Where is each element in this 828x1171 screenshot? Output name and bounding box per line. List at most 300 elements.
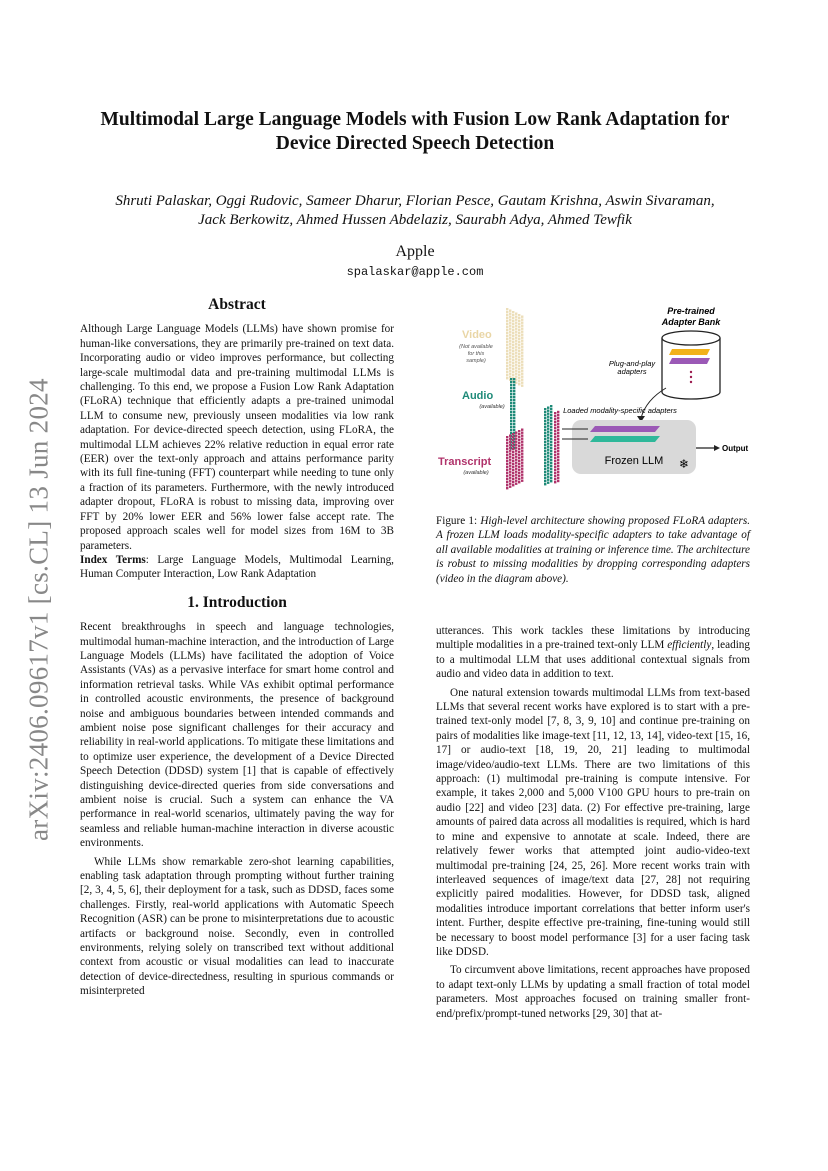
token-cell bbox=[509, 483, 511, 485]
token-cell bbox=[544, 438, 546, 440]
token-cell bbox=[515, 435, 517, 437]
intro-paragraph-1: Recent breakthroughs in speech and language technologies, multimodal human-machine interaction, and the introduction of Large Language Models (LLMs) have facilitated the adoption of Voice Assistants (VAs) as a pervasive interface for smart home control and information retrieval tasks. While VAs exhibit optimal performance in controlled acoustic environments, the presence of background noise and ambiguous boundaries between intended commands and ambient noise pose significant challenges for their accuracy and reliability in real-world applications. To mitigate these limitations and to optimize user experience, the development of a Device Directed Speech Detection (DDSD) system [1] that is capable of effectively distinguishing device-directed queries from side conversations and ambient noise is crucial. Such a system can enhance the VA performance in real-world scenarios, ultimately paving the way for seamless and reliable human-machine interaction in diverse acoustic environments. bbox=[80, 621, 394, 850]
token-cell bbox=[518, 439, 520, 441]
abstract-heading: Abstract bbox=[208, 296, 266, 313]
token-cell bbox=[506, 466, 508, 468]
token-cell bbox=[509, 438, 511, 440]
token-cell bbox=[544, 447, 546, 449]
token-cell bbox=[515, 441, 517, 443]
token-cell bbox=[518, 359, 520, 361]
token-cell bbox=[518, 329, 520, 331]
token-cell bbox=[509, 474, 511, 476]
token-cell bbox=[512, 368, 514, 370]
token-cell bbox=[512, 332, 514, 334]
token-cell bbox=[521, 456, 523, 458]
token-cell bbox=[557, 444, 559, 446]
token-cell bbox=[547, 452, 549, 454]
token-cell bbox=[547, 413, 549, 415]
token-cell bbox=[521, 367, 523, 369]
token-cell bbox=[518, 448, 520, 450]
video-label: Video bbox=[462, 329, 492, 341]
token-cell bbox=[547, 470, 549, 472]
plug-label-line-1: Plug-and-play bbox=[608, 359, 656, 368]
token-cell bbox=[550, 477, 552, 479]
token-cell bbox=[521, 462, 523, 464]
token-cell bbox=[509, 471, 511, 473]
token-cell bbox=[544, 453, 546, 455]
token-cell bbox=[506, 436, 508, 438]
token-cell bbox=[506, 365, 508, 367]
token-cell bbox=[513, 414, 515, 416]
token-cell bbox=[506, 374, 508, 376]
token-cell bbox=[518, 347, 520, 349]
introduction-heading: 1. Introduction bbox=[187, 593, 287, 611]
token-cell bbox=[509, 346, 511, 348]
token-cell bbox=[512, 451, 514, 453]
token-cell bbox=[515, 465, 517, 467]
token-cell bbox=[518, 326, 520, 328]
token-cell bbox=[510, 384, 512, 386]
token-cell bbox=[544, 480, 546, 482]
token-cell bbox=[515, 334, 517, 336]
token-cell bbox=[521, 376, 523, 378]
frozen-llm-label: Frozen LLM bbox=[604, 455, 664, 467]
token-cell bbox=[512, 481, 514, 483]
token-cell bbox=[521, 450, 523, 452]
token-cell bbox=[506, 457, 508, 459]
transcript-label: Transcript bbox=[438, 456, 492, 468]
token-cell bbox=[515, 459, 517, 461]
token-cell bbox=[521, 438, 523, 440]
token-cell bbox=[510, 402, 512, 404]
token-cell bbox=[510, 429, 512, 431]
token-cell bbox=[515, 337, 517, 339]
token-cell bbox=[550, 441, 552, 443]
token-cell bbox=[554, 481, 556, 483]
token-cell bbox=[510, 381, 512, 383]
token-cell bbox=[513, 402, 515, 404]
token-cell bbox=[509, 367, 511, 369]
token-cell bbox=[510, 411, 512, 413]
token-cell bbox=[550, 465, 552, 467]
token-cell bbox=[515, 471, 517, 473]
token-cell bbox=[518, 454, 520, 456]
token-cell bbox=[509, 316, 511, 318]
token-cell bbox=[515, 450, 517, 452]
token-cell bbox=[506, 448, 508, 450]
token-cell bbox=[521, 441, 523, 443]
token-cell bbox=[506, 335, 508, 337]
bank-label-line-2: Adapter Bank bbox=[661, 317, 721, 327]
token-cell bbox=[521, 385, 523, 387]
token-cell bbox=[521, 435, 523, 437]
token-cell bbox=[506, 356, 508, 358]
token-cell bbox=[547, 473, 549, 475]
token-cell bbox=[512, 439, 514, 441]
token-cell bbox=[544, 411, 546, 413]
token-cell bbox=[506, 326, 508, 328]
token-cell bbox=[547, 476, 549, 478]
intro-paragraph-3-part-a: utterances. This work tackles these limitations by introducing multiple modalities in a pre-trained text-only LLM bbox=[436, 625, 750, 652]
token-cell bbox=[515, 328, 517, 330]
token-cell bbox=[510, 393, 512, 395]
adapter-bank-cylinder bbox=[662, 331, 720, 399]
token-cell bbox=[557, 435, 559, 437]
token-cell bbox=[521, 453, 523, 455]
token-cell bbox=[513, 390, 515, 392]
token-cell bbox=[506, 353, 508, 355]
token-cell bbox=[544, 408, 546, 410]
token-cell bbox=[512, 436, 514, 438]
intro-paragraph-3 bbox=[436, 624, 750, 682]
token-cell bbox=[509, 480, 511, 482]
token-cell bbox=[550, 444, 552, 446]
token-cell bbox=[515, 447, 517, 449]
token-cell bbox=[544, 417, 546, 419]
author-list bbox=[80, 192, 750, 230]
token-cell bbox=[518, 460, 520, 462]
token-cell bbox=[515, 358, 517, 360]
token-cell bbox=[509, 376, 511, 378]
token-cell bbox=[518, 371, 520, 373]
token-cell bbox=[547, 416, 549, 418]
token-cell bbox=[557, 471, 559, 473]
token-cell bbox=[521, 358, 523, 360]
token-cell bbox=[506, 454, 508, 456]
token-cell bbox=[554, 460, 556, 462]
token-cell bbox=[518, 463, 520, 465]
token-cell bbox=[521, 480, 523, 482]
token-cell bbox=[547, 428, 549, 430]
token-cell bbox=[557, 420, 559, 422]
token-cell bbox=[515, 313, 517, 315]
token-cell bbox=[512, 344, 514, 346]
bank-label-line-1: Pre-trained bbox=[667, 306, 715, 316]
plug-label-line-2: adapters bbox=[617, 367, 647, 376]
token-cell bbox=[509, 450, 511, 452]
token-cell bbox=[510, 417, 512, 419]
token-cell bbox=[521, 379, 523, 381]
token-cell bbox=[550, 462, 552, 464]
abstract-text: Although Large Language Models (LLMs) have shown promise for human-like conversations, they are primarily pre-trained on text data. Incorporating audio or video improves performance, but collecting large-scale multimodal data and pre-training multimodal LLMs is challenging. To this end, we propose a Fusion Low Rank Adaptation (FLoRA) technique that efficiently adapts a pre-trained unimodal LLM to consume new, previously unseen modalities via low rank adaptation. For device-directed speech detection, using FLoRA, the multimodal LLM achieves 22% relative reduction in equal error rate (EER) over the text-only approach and attains performance parity with its full fine-tuning (FFT) counterpart while needing to tune only a fraction of its parameters. Furthermore, with the newly introduced adapter dropout, FLoRA is robust to missing data, improving over FFT by 20% lower EER and 56% lower false accept rate. The proposed approach scales well for model sizes from 16M to 3B parameters. bbox=[80, 323, 394, 552]
token-cell bbox=[513, 426, 515, 428]
token-cell bbox=[544, 465, 546, 467]
token-cell bbox=[544, 444, 546, 446]
token-cell bbox=[521, 331, 523, 333]
video-token-stack bbox=[506, 308, 523, 387]
token-cell bbox=[510, 396, 512, 398]
figure-caption bbox=[436, 514, 750, 586]
token-cell bbox=[510, 423, 512, 425]
token-cell bbox=[509, 355, 511, 357]
token-cell bbox=[550, 417, 552, 419]
author-email: spalaskar@apple.com bbox=[346, 265, 484, 279]
token-cell bbox=[557, 447, 559, 449]
token-cell bbox=[512, 353, 514, 355]
token-cell bbox=[515, 319, 517, 321]
token-cell bbox=[515, 373, 517, 375]
token-cell bbox=[512, 335, 514, 337]
token-cell bbox=[547, 410, 549, 412]
token-cell bbox=[518, 457, 520, 459]
token-cell bbox=[557, 429, 559, 431]
token-cell bbox=[515, 370, 517, 372]
token-cell bbox=[518, 383, 520, 385]
token-cell bbox=[557, 441, 559, 443]
audio-note: (available) bbox=[479, 404, 505, 410]
token-cell bbox=[547, 464, 549, 466]
token-cell bbox=[544, 432, 546, 434]
token-cell bbox=[509, 331, 511, 333]
token-cell bbox=[518, 335, 520, 337]
token-cell bbox=[521, 459, 523, 461]
token-cell bbox=[554, 466, 556, 468]
token-cell bbox=[509, 373, 511, 375]
token-cell bbox=[521, 349, 523, 351]
token-cell bbox=[521, 328, 523, 330]
loaded-adapters-label: Loaded modality-specific adapters bbox=[563, 406, 677, 415]
token-cell bbox=[550, 456, 552, 458]
token-cell bbox=[509, 349, 511, 351]
loaded-adapter-purple-icon bbox=[590, 426, 660, 432]
token-cell bbox=[557, 438, 559, 440]
token-cell bbox=[512, 350, 514, 352]
token-cell bbox=[518, 466, 520, 468]
token-cell bbox=[521, 343, 523, 345]
token-cell bbox=[550, 423, 552, 425]
token-cell bbox=[544, 471, 546, 473]
token-cell bbox=[515, 432, 517, 434]
token-cell bbox=[521, 474, 523, 476]
token-cell bbox=[515, 462, 517, 464]
token-cell bbox=[506, 362, 508, 364]
token-cell bbox=[518, 362, 520, 364]
token-cell bbox=[521, 346, 523, 348]
token-cell bbox=[554, 457, 556, 459]
affiliation: Apple bbox=[395, 243, 435, 260]
token-cell bbox=[518, 445, 520, 447]
token-cell bbox=[509, 444, 511, 446]
token-cell bbox=[521, 432, 523, 434]
token-cell bbox=[509, 453, 511, 455]
token-cell bbox=[512, 472, 514, 474]
token-cell bbox=[554, 463, 556, 465]
token-cell bbox=[547, 425, 549, 427]
caption-text: High-level architecture showing proposed FLoRA adapters. A frozen LLM loads modality-specific adapters to take advantage of all available modalities at training or inference time. The architecture is robust to missing modalities by dropping corresponding adapters (video in the diagram above). bbox=[436, 515, 750, 585]
token-cell bbox=[521, 468, 523, 470]
token-cell bbox=[554, 469, 556, 471]
token-cell bbox=[509, 465, 511, 467]
token-cell bbox=[515, 480, 517, 482]
token-cell bbox=[506, 368, 508, 370]
token-cell bbox=[518, 481, 520, 483]
token-cell bbox=[521, 334, 523, 336]
token-cell bbox=[506, 341, 508, 343]
token-cell bbox=[512, 314, 514, 316]
token-cell bbox=[509, 364, 511, 366]
token-cell bbox=[506, 359, 508, 361]
token-cell bbox=[506, 463, 508, 465]
token-cell bbox=[547, 440, 549, 442]
token-cell bbox=[510, 408, 512, 410]
token-cell bbox=[521, 361, 523, 363]
token-cell bbox=[509, 337, 511, 339]
token-cell bbox=[509, 441, 511, 443]
token-cell bbox=[506, 469, 508, 471]
token-cell bbox=[512, 320, 514, 322]
token-cell bbox=[550, 426, 552, 428]
token-cell bbox=[521, 471, 523, 473]
audio-label: Audio bbox=[462, 390, 494, 402]
token-cell bbox=[513, 396, 515, 398]
token-cell bbox=[509, 456, 511, 458]
token-cell bbox=[512, 448, 514, 450]
token-cell bbox=[547, 446, 549, 448]
token-cell bbox=[518, 323, 520, 325]
token-cell bbox=[518, 380, 520, 382]
token-cell bbox=[557, 432, 559, 434]
token-cell bbox=[506, 314, 508, 316]
token-cell bbox=[518, 469, 520, 471]
token-cell bbox=[509, 319, 511, 321]
token-cell bbox=[515, 340, 517, 342]
architecture-diagram bbox=[436, 300, 752, 496]
token-cell bbox=[547, 455, 549, 457]
token-cell bbox=[518, 314, 520, 316]
token-cell bbox=[513, 384, 515, 386]
index-terms bbox=[80, 553, 394, 582]
token-cell bbox=[515, 346, 517, 348]
token-cell bbox=[550, 432, 552, 434]
token-cell bbox=[557, 459, 559, 461]
token-cell bbox=[512, 311, 514, 313]
token-cell bbox=[510, 420, 512, 422]
token-cell bbox=[550, 450, 552, 452]
intro-paragraph-4: One natural extension towards multimodal LLMs from text-based LLMs that several recent works have explored is to start with a pre-trained text-only model [7, 8, 3, 9, 10] and continue pre-training on pairs of modalities like image-text [11, 12, 13, 14], video-text [15, 16, 17] or audio-text [18, 19, 20, 21] leading to multimodal image/video/audio-text LLMs. There are two limitations of this approach: (1) multimodal pre-training is compute intensive. For example, it takes 2,000 and 5,000 V100 GPU hours to pre-train on audio [22] and video [23] data. (2) For effective pre-training, large amounts of paired data across all modalities is required, which is hard to mine and expensive to annotate at scale. Indeed, there are relatively fewer works that attempted joint audio-video-text multimodal pre-training [24, 25, 26]. More recent works train with interleaved sequences of image/text data [27, 28] not requiring explicitly paired modalities. However, for DDSD task, aligned modalities introduce important correlations that better inform user's intent. Further, despite effective pre-training, fine-tuning would still be necessary to boost model performance [3] for a user facing task like DDSD. bbox=[436, 686, 750, 958]
token-cell bbox=[544, 462, 546, 464]
token-cell bbox=[554, 472, 556, 474]
token-cell bbox=[512, 326, 514, 328]
token-cell bbox=[506, 347, 508, 349]
token-cell bbox=[550, 471, 552, 473]
token-cell bbox=[557, 480, 559, 482]
token-cell bbox=[521, 352, 523, 354]
token-cell bbox=[521, 373, 523, 375]
token-cell bbox=[509, 468, 511, 470]
token-cell bbox=[509, 477, 511, 479]
token-cell bbox=[512, 371, 514, 373]
token-cell bbox=[518, 374, 520, 376]
token-cell bbox=[509, 343, 511, 345]
token-cell bbox=[557, 465, 559, 467]
token-cell bbox=[515, 367, 517, 369]
token-cell bbox=[515, 322, 517, 324]
token-cell bbox=[512, 460, 514, 462]
token-cell bbox=[518, 350, 520, 352]
authors-line-1: Shruti Palaskar, Oggi Rudovic, Sameer Dharur, Florian Pesce, Gautam Krishna, Aswin Sivaraman, bbox=[115, 193, 715, 209]
token-cell bbox=[557, 474, 559, 476]
token-cell bbox=[513, 387, 515, 389]
token-cell bbox=[510, 390, 512, 392]
token-cell bbox=[509, 435, 511, 437]
token-cell bbox=[515, 316, 517, 318]
token-cell bbox=[554, 424, 556, 426]
token-cell bbox=[554, 445, 556, 447]
token-cell bbox=[513, 378, 515, 380]
token-cell bbox=[521, 319, 523, 321]
token-cell bbox=[515, 468, 517, 470]
token-cell bbox=[512, 442, 514, 444]
token-cell bbox=[518, 332, 520, 334]
token-cell bbox=[557, 414, 559, 416]
token-cell bbox=[510, 399, 512, 401]
token-cell bbox=[557, 411, 559, 413]
token-cell bbox=[506, 371, 508, 373]
token-cell bbox=[513, 408, 515, 410]
left-column bbox=[80, 298, 394, 999]
token-cell bbox=[547, 482, 549, 484]
token-cell bbox=[509, 322, 511, 324]
token-cell bbox=[515, 438, 517, 440]
token-cell bbox=[544, 414, 546, 416]
token-cell bbox=[557, 468, 559, 470]
token-cell bbox=[509, 334, 511, 336]
index-terms-text: : Large Language Models, Multimodal Learning, Human Computer Interaction, Low Rank Adaptation bbox=[80, 553, 394, 581]
token-cell bbox=[518, 338, 520, 340]
token-cell bbox=[515, 352, 517, 354]
token-cell bbox=[515, 456, 517, 458]
token-cell bbox=[521, 316, 523, 318]
token-cell bbox=[515, 376, 517, 378]
token-cell bbox=[509, 310, 511, 312]
token-cell bbox=[550, 420, 552, 422]
token-cell bbox=[506, 329, 508, 331]
token-cell bbox=[515, 361, 517, 363]
token-cell bbox=[521, 382, 523, 384]
token-cell bbox=[554, 478, 556, 480]
token-cell bbox=[554, 430, 556, 432]
token-cell bbox=[512, 457, 514, 459]
video-note-line-1: (Not available bbox=[459, 344, 493, 350]
token-cell bbox=[547, 407, 549, 409]
token-cell bbox=[515, 444, 517, 446]
token-cell bbox=[547, 437, 549, 439]
token-cell bbox=[506, 451, 508, 453]
token-cell bbox=[550, 447, 552, 449]
token-cell bbox=[512, 365, 514, 367]
token-cell bbox=[521, 477, 523, 479]
caption-label: Figure 1: bbox=[436, 515, 481, 527]
token-cell bbox=[510, 414, 512, 416]
token-cell bbox=[547, 461, 549, 463]
token-cell bbox=[512, 445, 514, 447]
token-cell bbox=[518, 365, 520, 367]
token-cell bbox=[550, 453, 552, 455]
token-cell bbox=[506, 445, 508, 447]
token-cell bbox=[544, 459, 546, 461]
token-cell bbox=[544, 483, 546, 485]
token-cell bbox=[506, 323, 508, 325]
token-cell bbox=[518, 433, 520, 435]
token-cell bbox=[554, 442, 556, 444]
token-cell bbox=[512, 454, 514, 456]
token-cell bbox=[518, 478, 520, 480]
token-cell bbox=[544, 426, 546, 428]
token-cell bbox=[544, 423, 546, 425]
token-cell bbox=[557, 453, 559, 455]
token-cell bbox=[510, 405, 512, 407]
token-cell bbox=[544, 420, 546, 422]
